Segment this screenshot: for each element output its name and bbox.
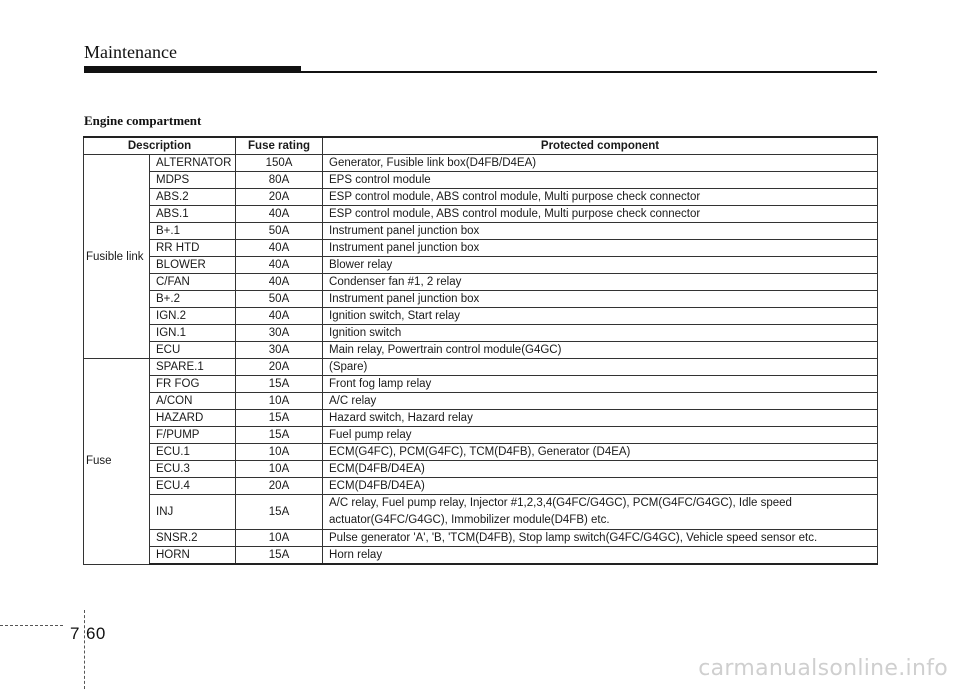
protected-component-cell: Ignition switch [323,325,878,342]
protected-component-cell: Horn relay [323,547,878,565]
fuse-name-cell: IGN.1 [150,325,236,342]
protected-component-cell: EPS control module [323,172,878,189]
column-header-protected-component: Protected component [323,137,878,155]
table-row [84,155,878,172]
protected-component-cell: Hazard switch, Hazard relay [323,410,878,427]
fuse-rating-cell: 10A [236,530,323,547]
fuse-rating-cell: 50A [236,291,323,308]
protected-component-cell: Main relay, Powertrain control module(G4GC) [323,342,878,359]
fuse-rating-cell: 20A [236,189,323,206]
table-row [84,274,878,291]
group-description: Fusible link [84,155,150,359]
fuse-rating-cell: 80A [236,172,323,189]
table-row [84,240,878,257]
table-row [84,478,878,495]
protected-component-cell: Blower relay [323,257,878,274]
fuse-name-cell: ECU [150,342,236,359]
fuse-rating-cell: 20A [236,478,323,495]
page-number-value: 60 [85,624,106,643]
protected-component-cell: ECM(D4FB/D4EA) [323,478,878,495]
protected-component-cell: Instrument panel junction box [323,223,878,240]
fuse-name-cell: IGN.2 [150,308,236,325]
fuse-name-cell: INJ [150,495,236,530]
fuse-rating-cell: 40A [236,274,323,291]
table-row [84,444,878,461]
protected-component-cell: Ignition switch, Start relay [323,308,878,325]
fuse-name-cell: HAZARD [150,410,236,427]
protected-component-cell: A/C relay, Fuel pump relay, Injector #1,2,3,4(G4FC/G4GC), PCM(G4FC/G4GC), Idle speed actuator(G4FC/G4GC), Immobilizer module(D4FB) etc. [323,495,878,530]
table-row [84,393,878,410]
table-row [84,410,878,427]
table-row [84,325,878,342]
table-row [84,291,878,308]
chapter-number: 7 [70,624,80,643]
protected-component-cell: ECM(D4FB/D4EA) [323,461,878,478]
fuse-name-cell: MDPS [150,172,236,189]
table-row [84,427,878,444]
protected-component-cell: Fuel pump relay [323,427,878,444]
protected-component-cell: ESP control module, ABS control module, Multi purpose check connector [323,189,878,206]
table-row [84,189,878,206]
protected-component-cell: Pulse generator 'A', 'B, 'TCM(D4FB), Stop lamp switch(G4FC/G4GC), Vehicle speed sensor etc. [323,530,878,547]
table-body [84,155,878,565]
protected-component-cell: Instrument panel junction box [323,240,878,257]
protected-component-cell: Condenser fan #1, 2 relay [323,274,878,291]
group-description: Fuse [84,359,150,565]
page-header-title: Maintenance [84,42,177,62]
fuse-rating-cell: 40A [236,257,323,274]
crop-mark-vertical [84,610,85,689]
fuse-rating-cell: 50A [236,223,323,240]
fuse-name-cell: A/CON [150,393,236,410]
crop-mark-horizontal [0,625,63,626]
fuse-rating-cell: 30A [236,342,323,359]
page-number [70,624,106,644]
section-title: Engine compartment [84,113,202,128]
fuse-name-cell: FR FOG [150,376,236,393]
fuse-rating-cell: 40A [236,206,323,223]
fuse-rating-cell: 10A [236,393,323,410]
fuse-name-cell: SNSR.2 [150,530,236,547]
fuse-rating-cell: 20A [236,359,323,376]
fuse-rating-cell: 10A [236,461,323,478]
table-row [84,530,878,547]
fuse-name-cell: SPARE.1 [150,359,236,376]
table-row [84,376,878,393]
protected-component-cell: ESP control module, ABS control module, Multi purpose check connector [323,206,878,223]
table-row [84,206,878,223]
header-rule [301,71,877,73]
fuse-name-cell: B+.2 [150,291,236,308]
protected-component-cell: (Spare) [323,359,878,376]
header-accent-bar [84,66,301,73]
fuse-name-cell: C/FAN [150,274,236,291]
fuse-rating-cell: 15A [236,495,323,530]
table-row [84,172,878,189]
fuse-name-cell: ECU.1 [150,444,236,461]
fuse-rating-cell: 15A [236,427,323,444]
fuse-name-cell: BLOWER [150,257,236,274]
protected-component-cell: Generator, Fusible link box(D4FB/D4EA) [323,155,878,172]
fuse-name-cell: ALTERNATOR [150,155,236,172]
protected-component-cell: Front fog lamp relay [323,376,878,393]
fuse-rating-cell: 15A [236,376,323,393]
fuse-name-cell: ECU.4 [150,478,236,495]
fuse-name-cell: ABS.1 [150,206,236,223]
fuse-name-cell: F/PUMP [150,427,236,444]
fuse-name-cell: HORN [150,547,236,565]
column-header-description: Description [84,137,236,155]
protected-component-cell: Instrument panel junction box [323,291,878,308]
table-header-row [84,137,878,155]
table-row [84,257,878,274]
fuse-rating-cell: 30A [236,325,323,342]
table-row [84,461,878,478]
table-row [84,547,878,565]
fuse-name-cell: B+.1 [150,223,236,240]
fuse-rating-cell: 40A [236,308,323,325]
fuse-rating-cell: 40A [236,240,323,257]
protected-component-cell: ECM(G4FC), PCM(G4FC), TCM(D4FB), Generator (D4EA) [323,444,878,461]
fuse-rating-cell: 150A [236,155,323,172]
protected-component-cell: A/C relay [323,393,878,410]
fuse-name-cell: RR HTD [150,240,236,257]
fuse-table [83,136,878,565]
table-row [84,308,878,325]
table-row [84,359,878,376]
fuse-rating-cell: 10A [236,444,323,461]
fuse-rating-cell: 15A [236,410,323,427]
fuse-name-cell: ABS.2 [150,189,236,206]
fuse-name-cell: ECU.3 [150,461,236,478]
column-header-fuse-rating: Fuse rating [236,137,323,155]
table-row [84,223,878,240]
watermark: carmanualsonline.info [698,656,948,681]
table-row [84,342,878,359]
fuse-rating-cell: 15A [236,547,323,565]
table-row [84,495,878,530]
